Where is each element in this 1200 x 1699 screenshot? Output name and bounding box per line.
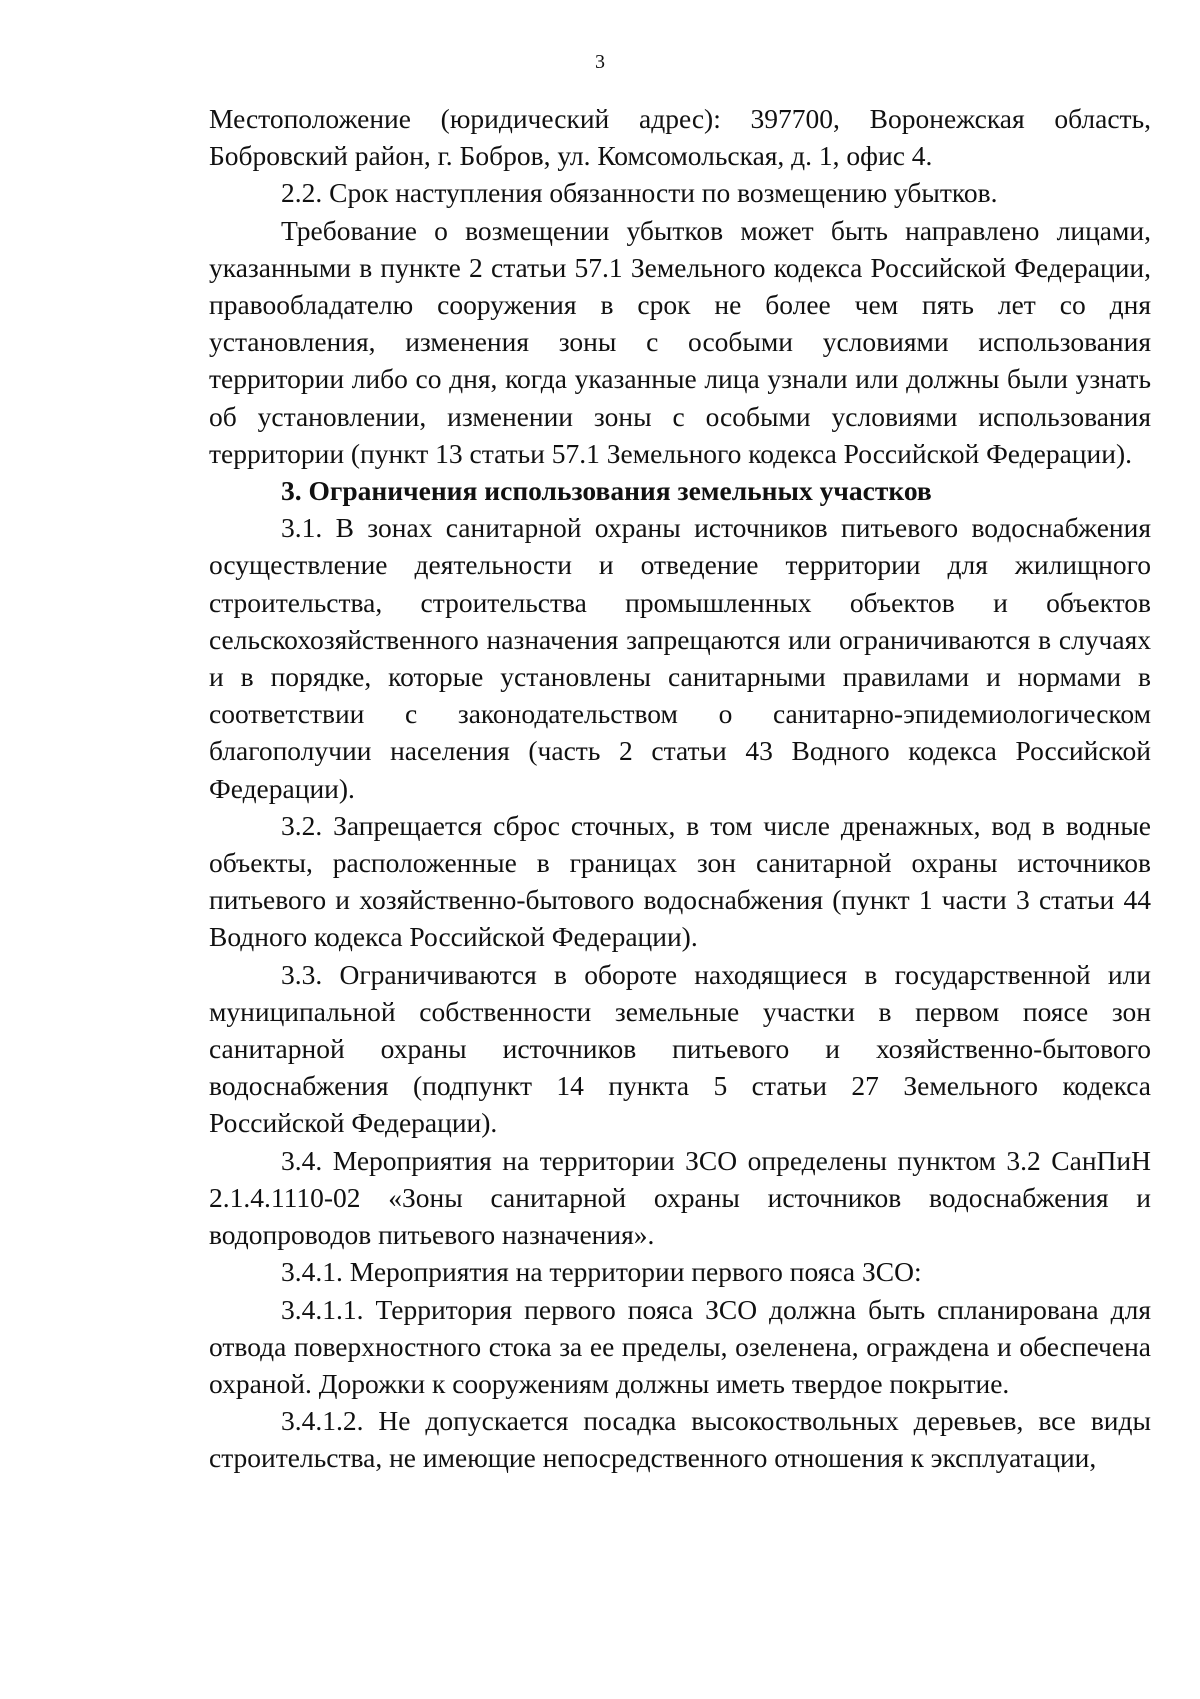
paragraph-address: Местоположение (юридический адрес): 397700, Воронежская область, Бобровский район, г. Бобров, ул. Комсомольская, д. 1, офис 4.: [209, 103, 1151, 172]
paragraph-2-2: 2.2. Срок наступления обязанности по возмещению убытков.: [281, 177, 998, 209]
paragraph-3-4-1: 3.4.1. Мероприятия на территории первого пояса ЗСО:: [281, 1256, 922, 1288]
paragraph-damages-claim: Требование о возмещении убытков может быть направлено лицами, указанными в пункте 2 статьи 57.1 Земельного кодекса Российской Федерации, правообладателю сооружения в срок не более чем пять лет со дня установления, изменения зоны с особыми условиями использования территории либо со дня, когда указанные лица узнали или должны были узнать об установлении, изменении зоны с особыми условиями использования территории (пункт 13 статьи 57.1 Земельного кодекса Российской Федерации).: [209, 214, 1151, 469]
paragraph-3-2: 3.2. Запрещается сброс сточных, в том числе дренажных, вод в водные объекты, расположенные в границах зон санитарной охраны источников питьевого и хозяйственно-бытового водоснабжения (пункт 1 части 3 статьи 44 Водного кодекса Российской Федерации).: [209, 809, 1151, 953]
paragraph-3-4: 3.4. Мероприятия на территории ЗСО определены пунктом 3.2 СанПиН 2.1.4.1110-02 «Зоны санитарной охраны источников водоснабжения и водопроводов питьевого назначения».: [209, 1144, 1151, 1251]
document-body: [209, 100, 1151, 1477]
page-number: 3: [595, 51, 605, 73]
section-heading-3: 3. Ограничения использования земельных участков: [281, 475, 932, 507]
paragraph-3-4-1-1: 3.4.1.1. Территория первого пояса ЗСО должна быть спланирована для отвода поверхностного стока за ее пределы, озеленена, ограждена и обеспечена охраной. Дорожки к сооружениям должны иметь твердое покрытие.: [209, 1293, 1151, 1399]
paragraph-3-1: 3.1. В зонах санитарной охраны источников питьевого водоснабжения осуществление деятельности и отведение территории для жилищного строительства, строительства промышленных объектов и объектов сельскохозяйственного назначения запрещаются или ограничиваются в случаях и в порядке, которые установлены санитарными правилами и нормами в соответствии с законодательством о санитарно-эпидемиологическом благополучии населения (часть 2 статьи 43 Водного кодекса Российской Федерации).: [209, 512, 1151, 804]
paragraph-3-4-1-2: 3.4.1.2. Не допускается посадка высокоствольных деревьев, все виды строительства, не имеющие непосредственного отношения к эксплуатации,: [209, 1405, 1151, 1474]
paragraph-3-3: 3.3. Ограничиваются в обороте находящиеся в государственной или муниципальной собственности земельные участки в первом поясе зон санитарной охраны источников питьевого и хозяйственно-бытового водоснабжения (подпункт 14 пункта 5 статьи 27 Земельного кодекса Российской Федерации).: [209, 958, 1151, 1139]
